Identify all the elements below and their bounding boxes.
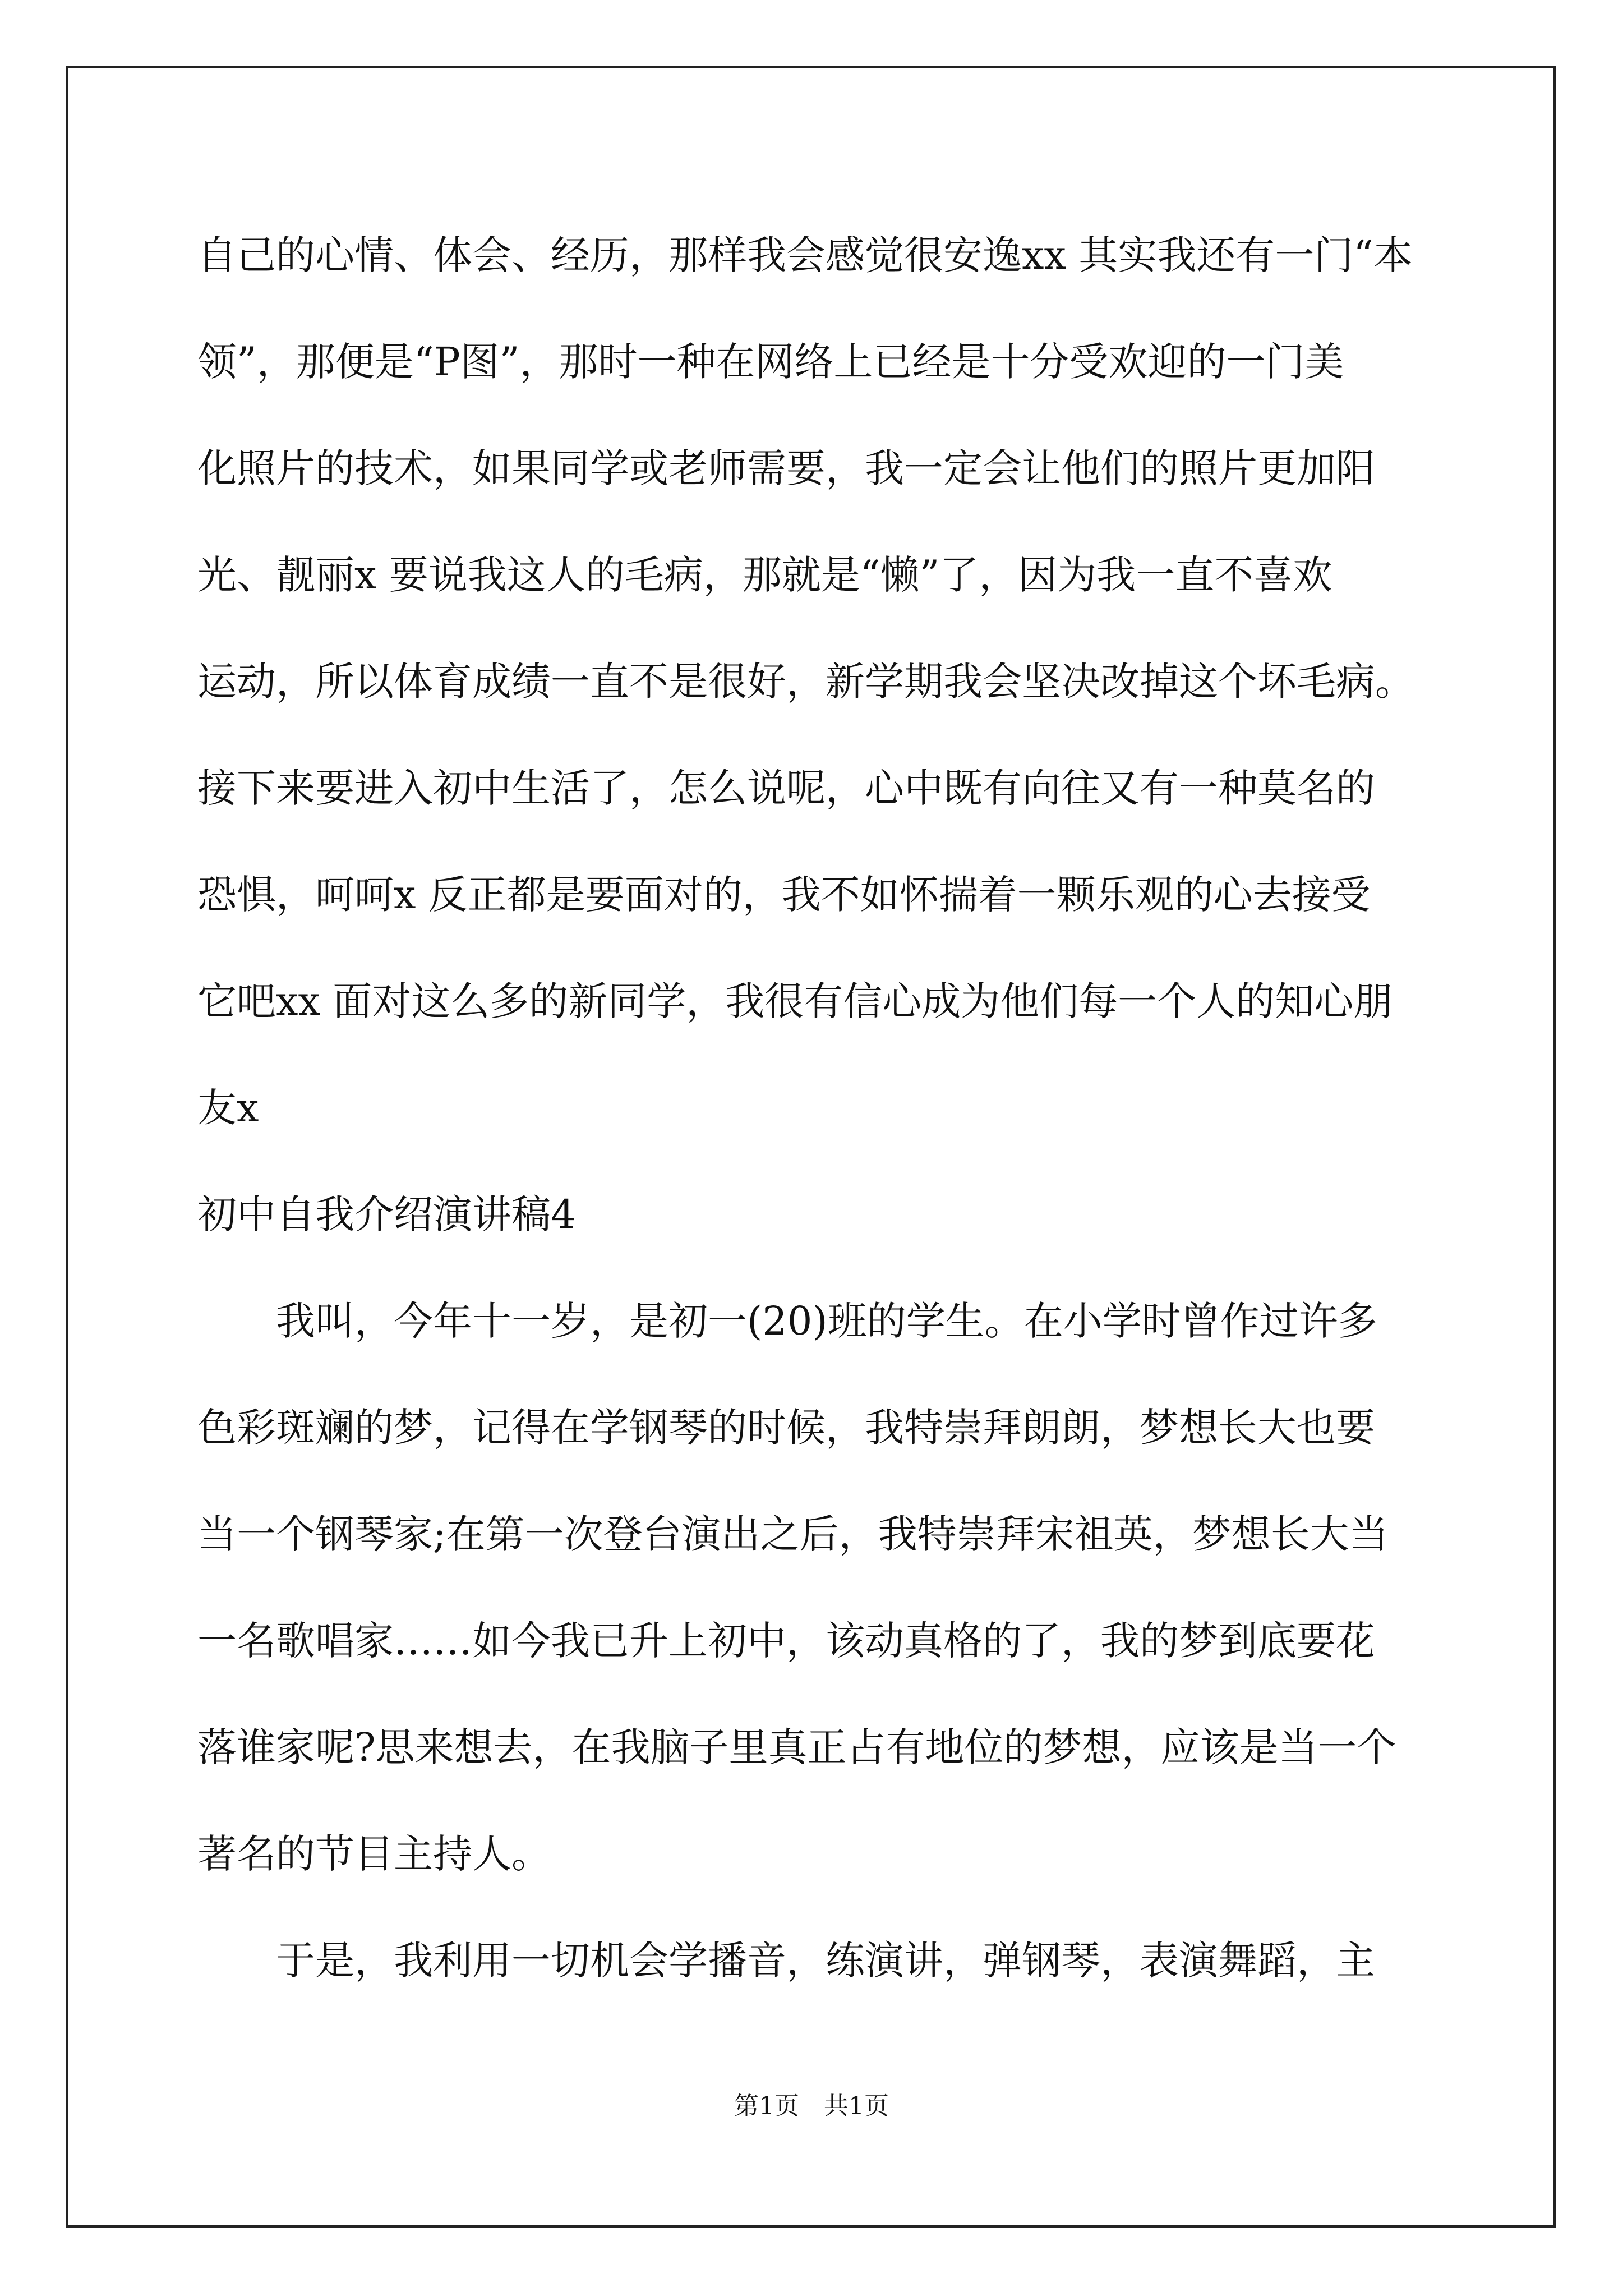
text-line: 当一个钢琴家;在第一次登台演出之后，我特崇拜宋祖英，梦想长大当 [197,1511,1389,1557]
document-body [197,202,1431,2014]
section-heading: 初中自我介绍演讲稿4 [197,1191,576,1237]
text-line: 化照片的技术，如果同学或老师需要，我一定会让他们的照片更加阳 [197,445,1375,491]
text-line: 它吧xx 面对这么多的新同学，我很有信心成为他们每一个人的知心朋 [197,978,1393,1024]
text-line: 自己的心情、体会、经历，那样我会感觉很安逸xx 其实我还有一门“本 [197,232,1413,278]
text-line: 友x [197,1085,259,1131]
text-line: 运动，所以体育成绩一直不是很好，新学期我会坚决改掉这个坏毛病。 [197,659,1414,705]
text-line: 著名的节目主持人。 [197,1831,551,1877]
text-line: 于是，我利用一切机会学播音，练演讲，弹钢琴，表演舞蹈，主 [276,1938,1375,1984]
text-line: 落谁家呢?思来想去，在我脑子里真正占有地位的梦想，应该是当一个 [197,1724,1396,1770]
page-footer: 第1页 共1页 [734,2092,889,2120]
text-line: 我叫，今年十一岁，是初一(20)班的学生。在小学时曾作过许多 [276,1298,1377,1344]
text-line: 恐惧，呵呵x 反正都是要面对的，我不如怀揣着一颗乐观的心去接受 [197,872,1371,918]
text-line: 光、靓丽x 要说我这人的毛病，那就是“懒”了，因为我一直不喜欢 [197,552,1332,598]
text-line: 一名歌唱家……如今我已升上初中，该动真格的了，我的梦到底要花 [197,1618,1375,1664]
text-line: 领”，那便是“P图”，那时一种在网络上已经是十分受欢迎的一门美 [197,339,1344,385]
text-line: 色彩斑斓的梦，记得在学钢琴的时候，我特崇拜朗朗，梦想长大也要 [197,1405,1375,1451]
text-line: 接下来要进入初中生活了，怎么说呢，心中既有向往又有一种莫名的 [197,765,1375,811]
